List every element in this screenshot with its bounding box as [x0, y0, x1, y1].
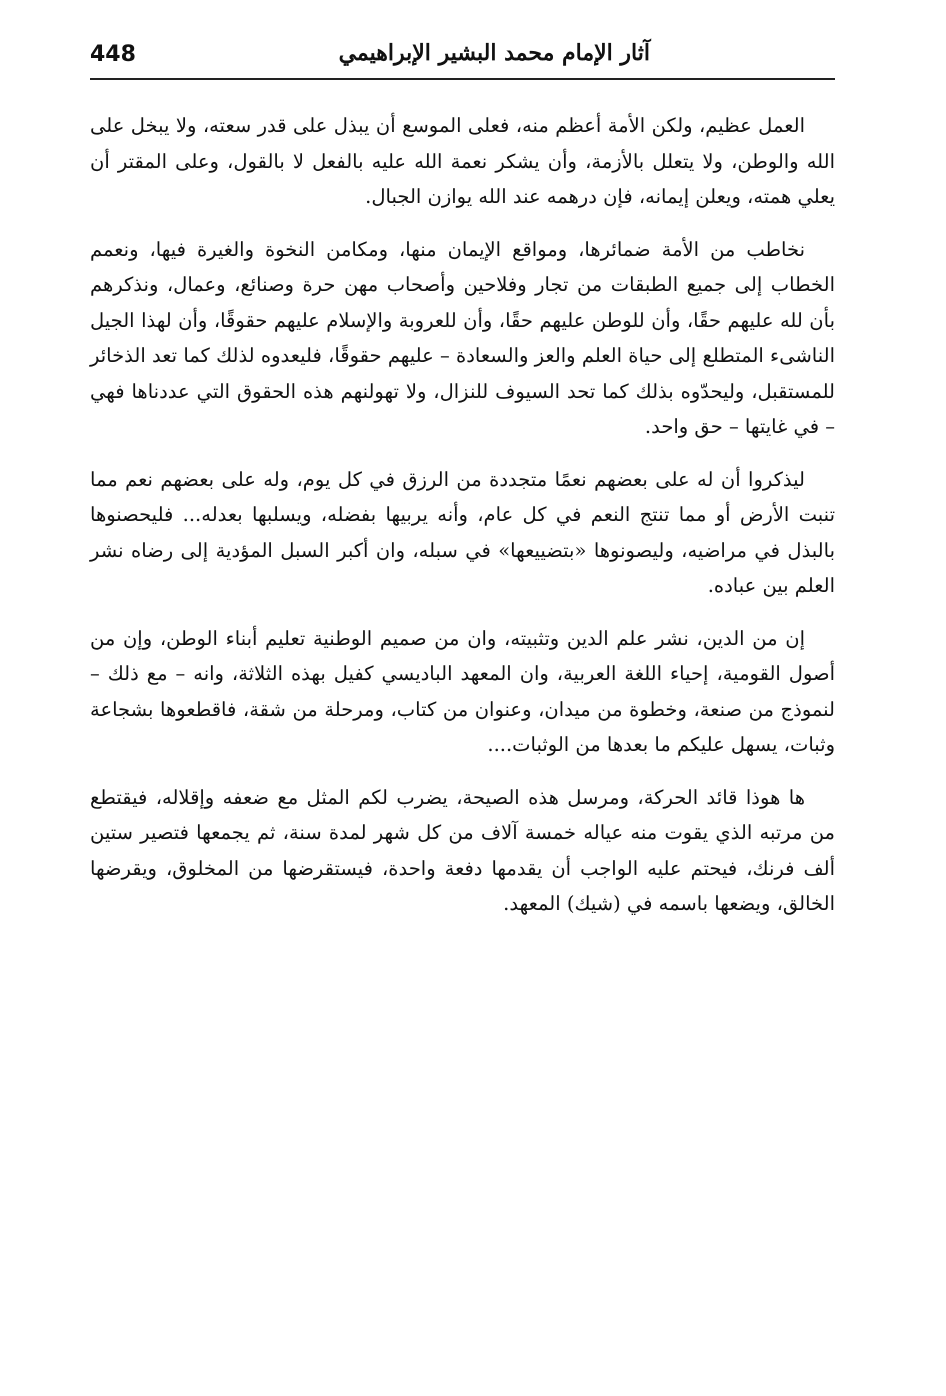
- body-text: [90, 108, 835, 939]
- paragraph: العمل عظيم، ولكن الأمة أعظم منه، فعلى الموسع أن يبذل على قدر سعته، ولا يبخل على الله والوطن، ولا يتعلل بالأزمة، وأن يشكر نعمة الله عليه بالفعل لا بالقول، وعلى المقتر أن يعلي همته، ويعلن إيمانه، فإن درهمه عند الله يوازن الجبال.: [90, 114, 835, 208]
- running-title: آثار الإمام محمد البشير الإبراهيمي: [338, 40, 650, 66]
- paragraph: ليذكروا أن له على بعضهم نعمًا متجددة من الرزق في كل يوم، وله على بعضهم نعم مما تنبت الأرض أو مما تنتج النعم في كل عام، وأنه يربيها بفضله، ويسلبها بعدله... فليحصنوها بالبذل في مراضيه، وليصونوها «بتضييعها» في سبله، وان أكبر السبل المؤدية إلى رضاه نشر العلم بين عباده.: [90, 467, 835, 597]
- page-number: 448: [90, 42, 136, 67]
- paragraph: إن من الدين، نشر علم الدين وتثبيته، وان من صميم الوطنية تعليم أبناء الوطن، وإن من أصول القومية، إحياء اللغة العربية، وان المعهد الباديسي كفيل بهذه الثلاثة، وانه – مع ذلك – لنموذج من صنعة، وخطوة من ميدان، وعنوان من كتاب، ومرحلة من شقة، فاقطعوها بشجاعة وثبات، يسهل عليكم ما بعدها من الوثبات....: [90, 626, 835, 756]
- page-header: [90, 38, 835, 80]
- paragraph: ها هوذا قائد الحركة، ومرسل هذه الصيحة، يضرب لكم المثل مع ضعفه وإقلاله، فيقتطع من مرتبه الذي يقوت منه عياله خمسة آلاف من كل شهر لمدة سنة، ثم يجمعها فتصير ستين ألف فرنك، فيحتم عليه الواجب أن يقدمها دفعة واحدة، فيستقرضها من المخلوق، ويقرضها الخالق، ويضعها باسمه في (شيك) المعهد.: [90, 785, 835, 915]
- paragraph: نخاطب من الأمة ضمائرها، ومواقع الإيمان منها، ومكامن النخوة والغيرة فيها، ونعمم الخطاب إلى جميع الطبقات من تجار وفلاحين وأصحاب مهن حرة وصنائع، وعمال، ونذكرهم بأن لله عليهم حقًا، وأن للوطن عليهم حقًا، وأن للعروبة والإسلام عليهم حقوقًا، وأن لهذا الجيل الناشىء المتطلع إلى حياة العلم والعز والسعادة – عليهم حقوقًا، فليعدوه لذلك كما تعد الذخائر للمستقبل، وليحدّوه بذلك كما تحد السيوف للنزال، ولا تهولنهم هذه الحقوق التي عددناها فهي – في غايتها – حق واحد.: [90, 237, 835, 438]
